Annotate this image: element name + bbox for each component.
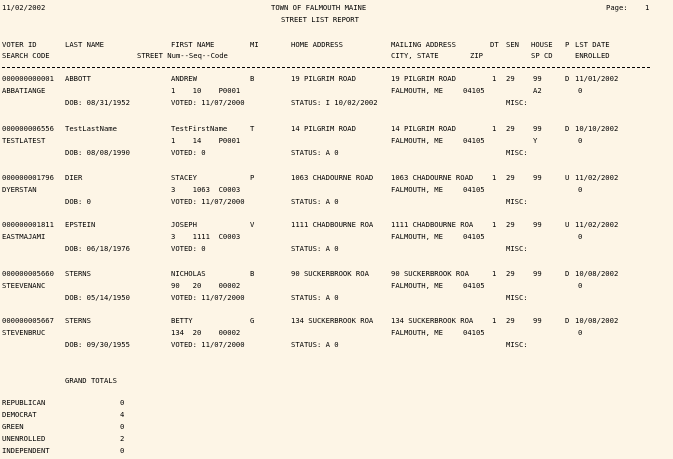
search-code: TESTLATEST xyxy=(2,136,46,145)
col-street-num-seq-code: STREET Num--Seq--Code xyxy=(137,51,228,60)
street-num-seq-code: 1 14 P0001 xyxy=(171,136,241,145)
middle-initial: B xyxy=(250,74,255,83)
house: 99 xyxy=(533,316,542,325)
last-date: 11/02/2002 xyxy=(575,173,619,182)
col-city-state: CITY, STATE xyxy=(391,51,439,60)
search-code: DYERSTAN xyxy=(2,185,37,194)
city-state: FALMOUTH, ME xyxy=(391,185,443,194)
search-code: ABBATIANGE xyxy=(2,86,46,95)
last-name: ABBOTT xyxy=(65,74,91,83)
mailing-address: 14 PILGRIM ROAD xyxy=(391,124,456,133)
party: D xyxy=(565,316,570,325)
senate: 29 xyxy=(506,74,515,83)
misc: MISC: xyxy=(506,293,528,302)
city-state: FALMOUTH, ME xyxy=(391,86,443,95)
home-address: 90 SUCKERBROOK ROA xyxy=(291,269,369,278)
town-name: TOWN OF FALMOUTH MAINE xyxy=(271,3,367,12)
dob: DOB: 06/18/1976 xyxy=(65,244,130,253)
street-num-seq-code: 90 20 00002 xyxy=(171,281,241,290)
header-divider xyxy=(2,67,650,68)
dob: DOB: 05/14/1950 xyxy=(65,293,130,302)
dob: DOB: 08/08/1990 xyxy=(65,148,130,157)
status: STATUS: A 0 xyxy=(291,197,339,206)
last-name: EPSTEIN xyxy=(65,220,96,229)
last-name: DIER xyxy=(65,173,83,182)
middle-initial: B xyxy=(250,269,255,278)
senate: 29 xyxy=(506,124,515,133)
page-label: Page: xyxy=(606,3,628,12)
totals-label: GREEN xyxy=(2,422,24,431)
first-name: STACEY xyxy=(171,173,197,182)
mailing-address: 19 PILGRIM ROAD xyxy=(391,74,456,83)
search-code: STEVENBRUC xyxy=(2,328,46,337)
col-home-address: HOME ADDRESS xyxy=(291,40,343,49)
senate: 29 xyxy=(506,173,515,182)
totals-value: 0 xyxy=(120,446,125,455)
house: 99 xyxy=(533,269,542,278)
mailing-address: 134 SUCKERBROOK ROA xyxy=(391,316,474,325)
district: 1 xyxy=(492,124,497,133)
city-state: FALMOUTH, ME xyxy=(391,136,443,145)
home-address: 1111 CHADBOURNE ROA xyxy=(291,220,374,229)
home-address: 14 PILGRIM ROAD xyxy=(291,124,356,133)
col-dt: DT xyxy=(490,40,499,49)
totals-label: REPUBLICAN xyxy=(2,398,46,407)
status: STATUS: I 10/02/2002 xyxy=(291,98,378,107)
status: STATUS: A 0 xyxy=(291,148,339,157)
first-name: BETTY xyxy=(171,316,193,325)
house: 99 xyxy=(533,220,542,229)
first-name: TestFirstName xyxy=(171,124,228,133)
col-mailing-address: MAILING ADDRESS xyxy=(391,40,456,49)
senate: 29 xyxy=(506,269,515,278)
col-mi: MI xyxy=(250,40,259,49)
voter-id: 000000001796 xyxy=(2,173,54,182)
house: 99 xyxy=(533,74,542,83)
district: 1 xyxy=(492,74,497,83)
party: U xyxy=(565,173,570,182)
enrolled: 0 xyxy=(578,328,583,337)
dob: DOB: 09/30/1955 xyxy=(65,340,130,349)
mailing-address: 1111 CHADBOURNE ROA xyxy=(391,220,474,229)
home-address: 1063 CHADOURNE ROAD xyxy=(291,173,374,182)
col-p: P xyxy=(565,40,570,49)
last-name: STERNS xyxy=(65,269,91,278)
totals-label: DEMOCRAT xyxy=(2,410,37,419)
totals-value: 0 xyxy=(120,422,125,431)
report-date: 11/02/2002 xyxy=(2,3,46,12)
zip: 04105 xyxy=(463,328,485,337)
street-num-seq-code: 1 10 P0001 xyxy=(171,86,241,95)
col-enrolled: ENROLLED xyxy=(575,51,610,60)
voted: VOTED: 0 xyxy=(171,148,206,157)
search-code: EASTMAJAMI xyxy=(2,232,46,241)
misc: MISC: xyxy=(506,340,528,349)
enrolled: 0 xyxy=(578,86,583,95)
house: 99 xyxy=(533,124,542,133)
home-address: 134 SUCKERBROOK ROA xyxy=(291,316,374,325)
mailing-address: 1063 CHADOURNE ROAD xyxy=(391,173,474,182)
district: 1 xyxy=(492,316,497,325)
totals-label: INDEPENDENT xyxy=(2,446,50,455)
middle-initial: V xyxy=(250,220,255,229)
senate: 29 xyxy=(506,316,515,325)
sp-cd: Y xyxy=(533,136,538,145)
middle-initial: P xyxy=(250,173,255,182)
zip: 04105 xyxy=(463,185,485,194)
col-last-name: LAST NAME xyxy=(65,40,104,49)
voted: VOTED: 11/07/2000 xyxy=(171,197,245,206)
zip: 04105 xyxy=(463,281,485,290)
middle-initial: G xyxy=(250,316,255,325)
dob: DOB: 0 xyxy=(65,197,91,206)
city-state: FALMOUTH, ME xyxy=(391,281,443,290)
first-name: ANDREW xyxy=(171,74,197,83)
misc: MISC: xyxy=(506,148,528,157)
report-title: STREET LIST REPORT xyxy=(281,15,359,24)
col-house: HOUSE xyxy=(531,40,553,49)
street-num-seq-code: 3 1063 C0003 xyxy=(171,185,241,194)
enrolled: 0 xyxy=(578,281,583,290)
party: D xyxy=(565,74,570,83)
first-name: JOSEPH xyxy=(171,220,197,229)
misc: MISC: xyxy=(506,244,528,253)
last-date: 10/08/2002 xyxy=(575,316,619,325)
voted: VOTED: 11/07/2000 xyxy=(171,293,245,302)
col-sp-cd: SP CD xyxy=(531,51,553,60)
search-code: STEEVENANC xyxy=(2,281,46,290)
voted: VOTED: 11/07/2000 xyxy=(171,340,245,349)
district: 1 xyxy=(492,173,497,182)
home-address: 19 PILGRIM ROAD xyxy=(291,74,356,83)
voter-id: 000000005667 xyxy=(2,316,54,325)
city-state: FALMOUTH, ME xyxy=(391,328,443,337)
party: U xyxy=(565,220,570,229)
status: STATUS: A 0 xyxy=(291,293,339,302)
party: D xyxy=(565,269,570,278)
col-sen: SEN xyxy=(506,40,519,49)
col-first-name: FIRST NAME xyxy=(171,40,215,49)
sp-cd: A2 xyxy=(533,86,542,95)
enrolled: 0 xyxy=(578,136,583,145)
middle-initial: T xyxy=(250,124,255,133)
col-search-code: SEARCH CODE xyxy=(2,51,50,60)
last-date: 10/08/2002 xyxy=(575,269,619,278)
house: 99 xyxy=(533,173,542,182)
voter-id: 000000001811 xyxy=(2,220,54,229)
first-name: NICHOLAS xyxy=(171,269,206,278)
zip: 04105 xyxy=(463,136,485,145)
voted: VOTED: 11/07/2000 xyxy=(171,98,245,107)
city-state: FALMOUTH, ME xyxy=(391,232,443,241)
senate: 29 xyxy=(506,220,515,229)
totals-value: 0 xyxy=(120,398,125,407)
last-date: 11/01/2002 xyxy=(575,74,619,83)
voter-id: 000000005660 xyxy=(2,269,54,278)
page-number: 1 xyxy=(645,3,650,12)
col-voter-id: VOTER ID xyxy=(2,40,37,49)
last-name: STERNS xyxy=(65,316,91,325)
last-name: TestLastName xyxy=(65,124,117,133)
grand-totals-title: GRAND TOTALS xyxy=(65,376,117,385)
voter-id: 000000006556 xyxy=(2,124,54,133)
status: STATUS: A 0 xyxy=(291,340,339,349)
status: STATUS: A 0 xyxy=(291,244,339,253)
enrolled: 0 xyxy=(578,232,583,241)
misc: MISC: xyxy=(506,98,528,107)
voted: VOTED: 0 xyxy=(171,244,206,253)
totals-value: 2 xyxy=(120,434,125,443)
totals-value: 4 xyxy=(120,410,125,419)
col-zip: ZIP xyxy=(470,51,483,60)
dob: DOB: 08/31/1952 xyxy=(65,98,130,107)
street-num-seq-code: 3 1111 C0003 xyxy=(171,232,241,241)
party: D xyxy=(565,124,570,133)
last-date: 11/02/2002 xyxy=(575,220,619,229)
zip: 04105 xyxy=(463,232,485,241)
enrolled: 0 xyxy=(578,185,583,194)
col-lst-date: LST DATE xyxy=(575,40,610,49)
misc: MISC: xyxy=(506,197,528,206)
last-date: 10/10/2002 xyxy=(575,124,619,133)
district: 1 xyxy=(492,220,497,229)
totals-label: UNENROLLED xyxy=(2,434,46,443)
voter-id: 000000000001 xyxy=(2,74,54,83)
district: 1 xyxy=(492,269,497,278)
mailing-address: 90 SUCKERBROOK ROA xyxy=(391,269,469,278)
street-num-seq-code: 134 20 00002 xyxy=(171,328,241,337)
zip: 04105 xyxy=(463,86,485,95)
